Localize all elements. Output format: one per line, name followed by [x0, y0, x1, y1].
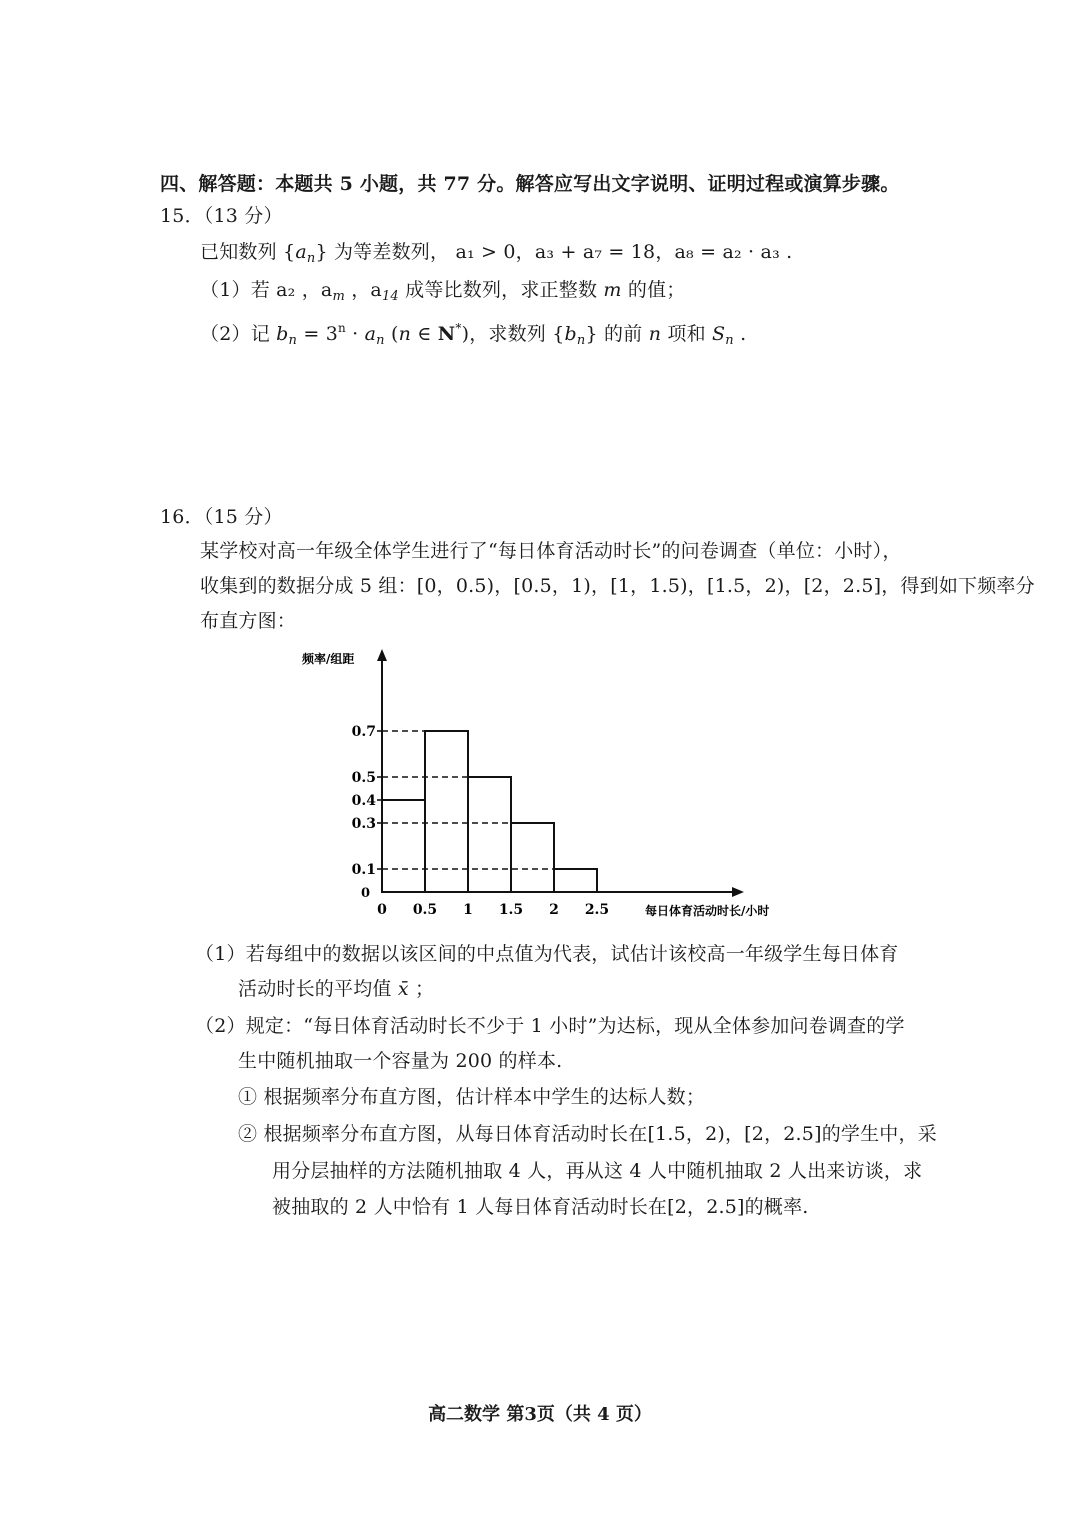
q16-part2-sub2-line1: ② 根据频率分布直方图，从每日体育活动时长在[1.5，2)，[2，2.5]的学生中，采 [238, 1123, 937, 1145]
q16-part1-line2 [238, 975, 434, 1003]
q16-part2-line1: （2）规定：“每日体育活动时长不少于 1 小时”为达标，现从全体参加问卷调查的学 [195, 1015, 905, 1037]
x-axis-arrow [732, 887, 744, 897]
q15-part2-suffix: } 的前 [585, 323, 643, 345]
q16-header: 16．（15 分） [160, 506, 283, 528]
q16-stem-line2: 收集到的数据分成 5 组：[0，0.5)，[0.5，1)，[1，1.5)，[1.5，2)，[2，2.5]，得到如下频率分 [200, 575, 1035, 597]
y-axis-label: 频率/组距 [302, 652, 355, 666]
q15-part1-end: 的值； [627, 279, 686, 301]
y-tick-label-1: 0.3 [351, 816, 376, 832]
x-tick-label-5: 2.5 [584, 902, 610, 918]
q15-part2-prefix: （2）记 [200, 323, 270, 345]
frequency-histogram [300, 645, 810, 925]
histogram-bar-4 [554, 869, 597, 892]
histogram-bar-3 [511, 823, 554, 892]
q15-part1-suffix: 成等比数列，求正整数 [405, 279, 598, 301]
y-tick-label-3: 0.5 [351, 770, 376, 786]
x-tick-label-0: 0 [377, 902, 387, 918]
x-tick-label-4: 2 [549, 902, 559, 918]
q15-part1: （1）若 a₂ ，$a_m$ ，$a_{14}$ 成等比数列，求正整数 m 的值； [200, 279, 686, 304]
q15-stem-b: } 为等差数列， [315, 241, 450, 263]
x-tick-label-3: 1.5 [498, 902, 524, 918]
q16-part2-line2: 生中随机抽取一个容量为 200 的样本. [238, 1050, 563, 1072]
y-tick-label-2: 0.4 [351, 793, 376, 809]
y-tick-label-0: 0.1 [351, 862, 376, 878]
q15-stem: 已知数列 $\{a_n\}$ 为等差数列， a₁ > 0，a₃ + a₇ = 18，a₈ = a₂ · a₃ . [200, 241, 793, 266]
q16-part1-end: ； [415, 978, 435, 1000]
origin-label: 0 [360, 886, 370, 901]
q16-stem-line3: 布直方图： [200, 610, 297, 632]
x-tick-label-2: 1 [463, 902, 473, 918]
q15-stem-cond: a₁ > 0，a₃ + a₇ = 18，a₈ = a₂ · a₃ . [455, 241, 793, 263]
histogram-bar-2 [468, 777, 511, 892]
q15-part1-prefix: （1）若 [200, 279, 270, 301]
section-title: 四、解答题：本题共 5 小题，共 77 分。解答应写出文字说明、证明过程或演算步骤。 [160, 173, 900, 195]
page-footer: 高二数学 第3页（共 4 页） [428, 1404, 652, 1425]
q16-stem-line1: 某学校对高一年级全体学生进行了“每日体育活动时长”的问卷调查（单位：小时）， [200, 540, 902, 562]
q15-header: 15．（13 分） [160, 205, 283, 227]
q15-part2-formula-end: ，求数列 { [469, 323, 565, 345]
q15-stem-a: 已知数列 { [200, 241, 296, 263]
q15-part2-tail: 项和 [667, 323, 706, 345]
q15-part1-terms: a₂ ，a [276, 279, 333, 301]
histogram-bar-0 [382, 800, 425, 892]
x-tick-label-1: 0.5 [412, 902, 438, 918]
q15-part2: （2）记 $b_n = 3^n \cdot a_n$ (n ∈ N*)，求数列 $\{b_n\}$ 的前 n 项和 $S_n$ . [200, 321, 747, 348]
x-axis-label: 每日体育活动时长/小时 [645, 904, 770, 918]
y-tick-label-4: 0.7 [351, 724, 376, 740]
q16-part1-xbar: x̄ [397, 978, 409, 1000]
q16-part2-sub1: ① 根据频率分布直方图，估计样本中学生的达标人数； [238, 1086, 706, 1108]
q16-part1-line2-text: 活动时长的平均值 [238, 978, 392, 1000]
histogram-bar-1 [425, 731, 468, 892]
q16-part2-sub2-line3: 被抽取的 2 人中恰有 1 人每日体育活动时长在[2，2.5]的概率. [272, 1196, 809, 1218]
q16-part2-sub2-line2: 用分层抽样的方法随机抽取 4 人，再从这 4 人中随机抽取 2 人出来访谈，求 [272, 1160, 923, 1182]
q16-part1-line1: （1）若每组中的数据以该区间的中点值为代表，试估计该校高一年级学生每日体育 [195, 943, 899, 965]
y-axis-arrow [377, 649, 387, 661]
